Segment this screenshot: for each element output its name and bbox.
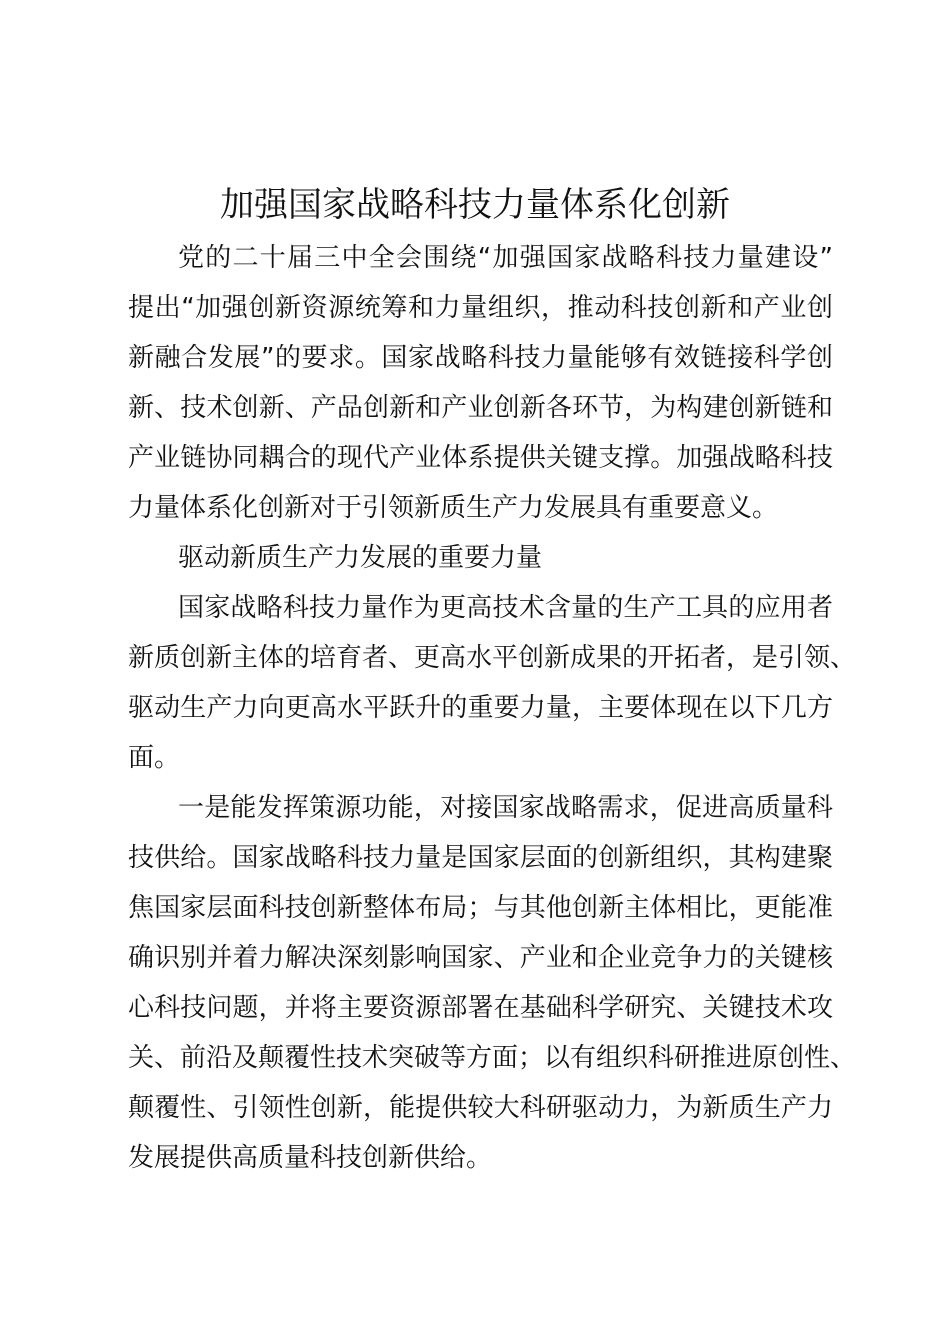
text-line: 焦国家层面科技创新整体布局；与其他创新主体相比，更能准 <box>128 893 833 923</box>
text-line: 面。 <box>128 743 181 773</box>
text-line: 力量体系化创新对于引领新质生产力发展具有重要意义。 <box>128 493 779 523</box>
text-line: 颠覆性、引领性创新，能提供较大科研驱动力，为新质生产力 <box>128 1093 833 1123</box>
text-line: 新、技术创新、产品创新和产业创新各环节，为构建创新链和 <box>128 393 833 423</box>
text-line: 产业链协同耦合的现代产业体系提供关键支撑。加强战略科技 <box>128 443 833 473</box>
section-heading <box>128 533 833 583</box>
text-line: 发展提供高质量科技创新供给。 <box>128 1143 493 1173</box>
text-line: 一是能发挥策源功能，对接国家战略需求，促进高质量科 <box>178 793 833 823</box>
text-line: 新融合发展”的要求。国家战略科技力量能够有效链接科学创 <box>128 343 833 373</box>
text-line: 新质创新主体的培育者、更高水平创新成果的开拓者，是引领、 <box>128 643 857 673</box>
section-heading-text: 驱动新质生产力发展的重要力量 <box>178 543 543 573</box>
paragraph-point-one <box>128 783 857 1183</box>
text-line: 确识别并着力解决深刻影响国家、产业和企业竞争力的关键核 <box>128 943 833 973</box>
text-line: 驱动生产力向更高水平跃升的重要力量，主要体现在以下几方 <box>128 693 833 723</box>
paragraph-intro <box>128 233 833 533</box>
text-line: 党的二十届三中全会围绕“加强国家战略科技力量建设” <box>178 243 833 273</box>
text-line: 国家战略科技力量作为更高技术含量的生产工具的应用者 <box>178 593 833 623</box>
text-line: 提出“加强创新资源统筹和力量组织，推动科技创新和产业创 <box>128 293 833 323</box>
document-title: 加强国家战略科技力量体系化创新 <box>220 185 730 225</box>
text-line: 关、前沿及颠覆性技术突破等方面；以有组织科研推进原创性、 <box>128 1043 857 1073</box>
text-line: 心科技问题，并将主要资源部署在基础科学研究、关键技术攻 <box>128 993 833 1023</box>
text-line: 技供给。国家战略科技力量是国家层面的创新组织，其构建聚 <box>128 843 833 873</box>
paragraph-overview <box>128 583 857 783</box>
document-body <box>128 233 857 1183</box>
